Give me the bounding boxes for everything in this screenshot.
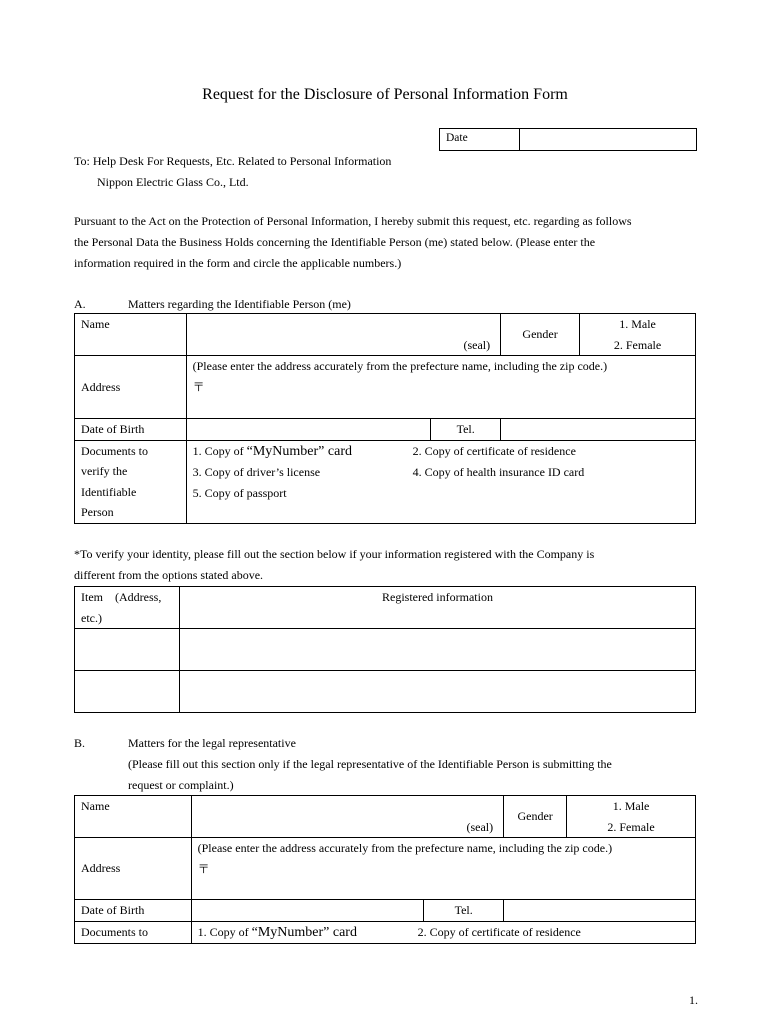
section-b-note-line-1: (Please fill out this section only if the legal representative of the Identifiable Person is submitting the [128,757,612,771]
section-a-title: Matters regarding the Identifiable Person (me) [128,297,351,311]
section-b-letter: B. [74,736,86,750]
dob-label: Date of Birth [75,419,187,441]
documents-label-line-1: Documents to [81,443,148,458]
doc-option-4[interactable]: 4. Copy of health insurance ID card [412,465,585,479]
rep-gender-male[interactable]: 1. Male [612,799,650,813]
item-label-line-1: Item (Address, [81,590,162,604]
item-cell[interactable] [75,671,180,713]
doc-option-5[interactable]: 5. Copy of passport [192,485,287,500]
gender-male[interactable]: 1. Male [619,317,656,331]
rep-zip-mark: 〒 [197,861,210,876]
section-a-heading [74,294,351,314]
rep-gender-label: Gender [504,796,567,838]
rep-name-label: Name [75,796,192,838]
rep-address-label: Address [75,838,192,900]
documents-label [75,440,187,523]
intro-line-1: Pursuant to the Act on the Protection of Personal Information, I hereby submit this request, etc. regarding as follows [74,214,632,228]
dob-field[interactable] [186,419,431,441]
name-field[interactable] [186,314,500,356]
rep-gender-female[interactable]: 2. Female [607,819,655,834]
zip-mark: 〒 [192,379,205,394]
verify-note-line-1: *To verify your identity, please fill out the section below if your information registered with the Company is [74,547,595,561]
date-field[interactable] [520,129,696,150]
intro-line-2: the Personal Data the Business Holds concerning the Identifiable Person (me) stated below. (Please enter the [74,235,596,249]
doc-option-2[interactable]: 2. Copy of certificate of residence [412,443,576,458]
rep-doc-option-1[interactable] [198,922,418,944]
section-b-heading [74,733,696,796]
intro-paragraph [74,211,696,274]
doc-option-1[interactable] [193,441,413,463]
rep-address-note: (Please enter the address accurately from the prefecture name, including the zip code.) [197,841,613,855]
doc-option-3[interactable]: 3. Copy of driver’s license [192,465,321,479]
section-b-note-line-2: request or complaint.) [128,778,234,792]
address-field[interactable] [186,356,695,419]
verify-note [74,544,696,586]
rep-name-field[interactable] [191,796,504,838]
address-label: Address [75,356,187,419]
section-b-title: Matters for the legal representative [128,736,296,750]
rep-documents-label: Documents to [75,921,192,944]
rep-address-field[interactable] [191,838,695,900]
gender-label: Gender [501,314,580,356]
doc-option-1-prefix: 1. Copy of [192,443,247,458]
form-title: Request for the Disclosure of Personal Information Form [202,86,568,103]
addressee-block [74,151,391,193]
documents-label-line-4: Person [81,505,114,519]
seal-label: (seal) [463,337,491,352]
rep-gender-options[interactable] [567,796,696,838]
rep-dob-label: Date of Birth [75,900,192,922]
address-note: (Please enter the address accurately from the prefecture name, including the zip code.) [192,359,608,373]
section-a-table [74,313,696,524]
rep-doc-option-2[interactable]: 2. Copy of certificate of residence [417,924,581,939]
tel-label: Tel. [431,419,501,441]
date-box [439,128,697,151]
verify-note-line-2: different from the options stated above. [74,568,264,582]
intro-line-3: information required in the form and circle the applicable numbers.) [74,256,402,270]
rep-doc-option-1-card: “MyNumber” card [251,924,357,940]
gender-options[interactable] [580,314,696,356]
registered-info-cell[interactable] [179,629,695,671]
section-b-note [128,754,696,796]
gender-female[interactable]: 2. Female [613,337,662,352]
page-number: 1. [689,993,698,1007]
documents-options [186,440,695,523]
rep-tel-field[interactable] [504,900,696,922]
rep-dob-field[interactable] [191,900,424,922]
addressee-company: Nippon Electric Glass Co., Ltd. [97,175,249,189]
rep-documents-options [191,921,695,944]
documents-label-line-2: verify the [81,464,128,478]
registered-info-table [74,586,696,713]
documents-label-line-3: Identifiable [81,484,137,499]
tel-field[interactable] [501,419,696,441]
section-b-table [74,795,696,944]
doc-option-1-card: “MyNumber” card [246,443,352,459]
section-a-letter: A. [74,297,86,311]
rep-doc-option-1-prefix: 1. Copy of [197,924,252,939]
registered-info-cell[interactable] [179,671,695,713]
item-cell[interactable] [75,629,180,671]
item-label-line-2: etc.) [81,610,102,625]
rep-tel-label: Tel. [424,900,504,922]
date-label: Date [440,129,520,150]
rep-seal-label: (seal) [466,819,494,834]
name-label: Name [75,314,187,356]
addressee-line-1: To: Help Desk For Requests, Etc. Related to Personal Information [74,154,392,168]
item-label [75,587,180,629]
registered-info-header: Registered information [179,587,695,629]
